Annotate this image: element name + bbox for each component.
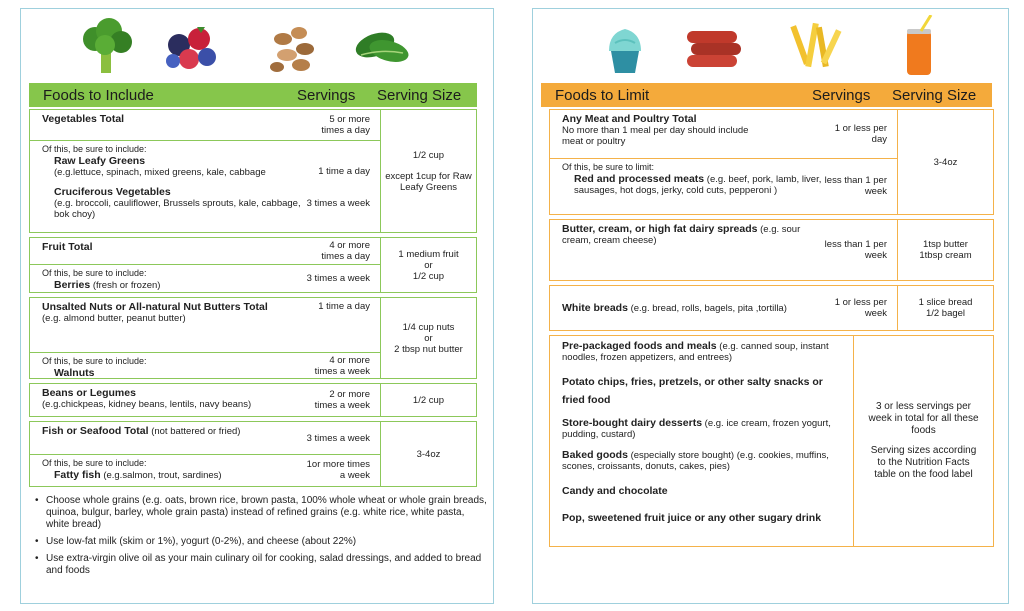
include-header-title: Foods to Include <box>43 86 154 104</box>
nuts-size-3: 2 tbsp nut butter <box>394 343 463 355</box>
limit-header-size: Serving Size <box>892 86 977 104</box>
fatty-fish-serv: 1or more times a week <box>306 459 370 481</box>
fish-serv: 3 times a week <box>306 432 370 444</box>
beans-row <box>30 384 380 415</box>
nuts-icon <box>261 15 325 79</box>
broccoli-icon <box>75 15 139 79</box>
meat-size: 3-4oz <box>897 110 993 214</box>
nuts-intro: Of this, be sure to include: <box>42 356 147 366</box>
fish-size: 3-4oz <box>380 422 476 486</box>
fruit-intro: Of this, be sure to include: <box>42 268 147 278</box>
vegetables-size-2: except 1cup for Raw Leafy Greens <box>385 170 472 193</box>
nuts-serv: 1 time a day <box>318 301 370 312</box>
red-meat-row <box>550 158 897 213</box>
packaged-item <box>562 340 845 363</box>
leafy-greens-serv: 1 time a day <box>318 166 370 177</box>
meat-desc: No more than 1 meal per day should include meat or poultry <box>562 125 749 147</box>
butter-size-1: 1tsp butter <box>923 239 968 250</box>
limit-header <box>541 83 992 107</box>
vegetables-serv: 5 or more times a day <box>321 114 370 136</box>
berries-row <box>30 264 380 292</box>
packaged-item-title: Baked goods <box>562 449 628 461</box>
packaged-item-title: Pre-packaged foods and meals <box>562 340 717 352</box>
tip-whole-grains: • Choose whole grains (e.g. oats, brown rice, brown pasta, 100% whole wheat or whole grain breads, quinoa, bulgur, barley, whole grain pasta) instead of refined grains (e.g. white rice, white pasta, white bread) <box>35 495 490 531</box>
fruit-title: Fruit Total <box>42 241 93 253</box>
vegetables-size <box>380 110 476 232</box>
fruit-size-3: 1/2 cup <box>412 270 445 282</box>
packaged-item <box>562 417 845 440</box>
packaged-box <box>549 335 994 547</box>
packaged-item-desc: (especially store bought) (e.g. cookies, muffins, scones, croissants, donuts, cakes, pies) <box>562 450 829 472</box>
sausages-icon <box>681 15 745 79</box>
beans-box <box>29 383 477 417</box>
cruciferous-serv: 3 times a week <box>306 197 370 209</box>
packaged-item <box>562 449 845 472</box>
fruit-size <box>380 238 476 292</box>
vegetables-sub-row <box>30 140 380 232</box>
nuts-size-1: 1/4 cup nuts <box>402 321 455 333</box>
include-header-servings: Servings <box>297 86 356 104</box>
packaged-item-desc: (e.g. canned soup, instant noodles, frozen appetizers, and entrees) <box>562 341 829 363</box>
packaged-item-title: Candy and chocolate <box>562 485 668 497</box>
meat-box <box>549 109 994 215</box>
beans-title: Beans or Legumes <box>42 387 136 399</box>
fish-box <box>29 421 477 487</box>
meat-intro: Of this, be sure to limit: <box>562 162 655 172</box>
fish-note: (not battered or fried) <box>151 426 241 437</box>
butter-title: Butter, cream, or high fat dairy spreads <box>562 223 758 235</box>
foods-to-limit-panel <box>532 8 1009 604</box>
fish-intro: Of this, be sure to include: <box>42 458 147 468</box>
nuts-eg: (e.g. almond butter, peanut butter) <box>42 313 186 324</box>
bread-size-1: 1 slice bread <box>918 297 973 308</box>
include-header <box>29 83 477 107</box>
fries-icon <box>783 15 847 79</box>
cupcake-icon <box>593 15 657 79</box>
packaged-item-title: Pop, sweetened fruit juice or any other sugary drink <box>562 512 822 524</box>
red-meat-eg: (e.g. beef, pork, lamb, liver, sausages, hot dogs, jerky, cold cuts, pepperoni ) <box>574 174 822 196</box>
foods-to-include-panel <box>20 8 494 604</box>
fish-total-row <box>30 422 380 454</box>
packaged-size <box>853 336 993 546</box>
include-tips-list <box>35 495 490 582</box>
berries-title: Berries <box>54 279 91 291</box>
butter-serv: less than 1 per week <box>824 239 887 261</box>
fruit-size-1: 1 medium fruit <box>398 248 459 260</box>
bread-size <box>897 286 993 330</box>
packaged-item <box>562 372 845 408</box>
leafy-greens-eg: (e.g.lettuce, spinach, mixed greens, kale, cabbage <box>54 167 266 178</box>
nuts-size-2: or <box>424 332 433 344</box>
vegetables-title: Vegetables Total <box>42 113 125 125</box>
berries-serv: 3 times a week <box>306 273 370 284</box>
walnuts-row <box>30 352 380 378</box>
fruit-total-row <box>30 238 380 264</box>
packaged-item-title: Potato chips, fries, pretzels, or other salty snacks or fried food <box>562 376 823 406</box>
tip-olive-oil: • Use extra-virgin olive oil as your main culinary oil for cooking, salad dressings, and added to bread and foods <box>35 553 490 577</box>
leafy-greens-title: Raw Leafy Greens <box>54 155 146 167</box>
vegetables-total-row <box>30 110 380 140</box>
packaged-item <box>562 481 845 499</box>
bread-title: White breads <box>562 301 628 314</box>
packaged-size-1: 3 or less servings per week in total for all these foods <box>868 401 979 436</box>
packaged-item-title: Store-bought dairy desserts <box>562 417 703 429</box>
tip-low-fat-dairy: • Use low-fat milk (skim or 1%), yogurt (0-2%), and cheese (about 22%) <box>35 536 490 548</box>
walnuts-title: Walnuts <box>54 367 95 379</box>
nuts-total-row <box>30 298 380 352</box>
butter-box <box>549 219 994 281</box>
nuts-title: Unsalted Nuts or All-natural Nut Butters Total <box>42 301 268 313</box>
bread-row <box>550 286 897 329</box>
include-header-size: Serving Size <box>377 86 462 104</box>
berries-eg: (fresh or frozen) <box>92 280 161 291</box>
bread-eg: (e.g. bread, rolls, bagels, pita ,tortilla) <box>630 302 787 314</box>
nuts-box <box>29 297 477 379</box>
fruit-serv: 4 or more times a day <box>321 240 370 262</box>
cruciferous-eg: (e.g. broccoli, cauliflower, Brussels sprouts, kale, cabbage, bok choy) <box>54 198 301 220</box>
packaged-item-desc: (e.g. ice cream, frozen yogurt, pudding, custard) <box>562 418 831 440</box>
red-meat-title: Red and processed meats <box>574 173 705 185</box>
limit-food-images <box>533 15 1008 85</box>
spinach-icon <box>349 15 413 79</box>
butter-row <box>550 220 897 279</box>
bread-size-2: 1/2 bagel <box>925 308 966 319</box>
fatty-fish-eg: (e.g.salmon, trout, sardines) <box>103 470 222 481</box>
red-meat-serv: less than 1 per week <box>824 175 887 197</box>
butter-size-2: 1tbsp cream <box>919 250 972 261</box>
cruciferous-title: Cruciferous Vegetables <box>54 186 171 198</box>
soda-can-icon <box>887 15 951 79</box>
meat-title: Any Meat and Poultry Total <box>562 113 697 125</box>
meat-serv: 1 or less per day <box>834 123 887 145</box>
fruit-box <box>29 237 477 293</box>
packaged-item <box>562 508 845 526</box>
walnuts-serv: 4 or more times a week <box>314 354 370 377</box>
butter-eg: (e.g. sour cream, cream cheese) <box>562 224 801 246</box>
butter-size <box>897 220 993 280</box>
bread-box <box>549 285 994 331</box>
berries-icon <box>159 15 223 79</box>
vegetables-box <box>29 109 477 233</box>
beans-eg: (e.g.chickpeas, kidney beans, lentils, navy beans) <box>42 399 252 410</box>
fatty-fish-row <box>30 454 380 485</box>
beans-serv: 2 or more times a week <box>314 388 370 411</box>
vegetables-size-1: 1/2 cup <box>412 149 445 161</box>
fatty-fish-title: Fatty fish <box>54 469 101 481</box>
fruit-size-2: or <box>424 259 433 271</box>
beans-size: 1/2 cup <box>380 384 476 416</box>
fish-title: Fish or Seafood Total <box>42 425 149 437</box>
packaged-size-2: Serving sizes according to the Nutrition Facts table on the food label <box>870 445 977 480</box>
limit-header-title: Foods to Limit <box>555 86 650 104</box>
bread-serv: 1 or less per week <box>834 296 887 319</box>
nuts-size <box>380 298 476 378</box>
include-food-images <box>21 15 493 85</box>
meat-total-row <box>550 110 897 158</box>
vegetables-intro: Of this, be sure to include: <box>42 144 147 154</box>
limit-header-servings: Servings <box>812 86 871 104</box>
